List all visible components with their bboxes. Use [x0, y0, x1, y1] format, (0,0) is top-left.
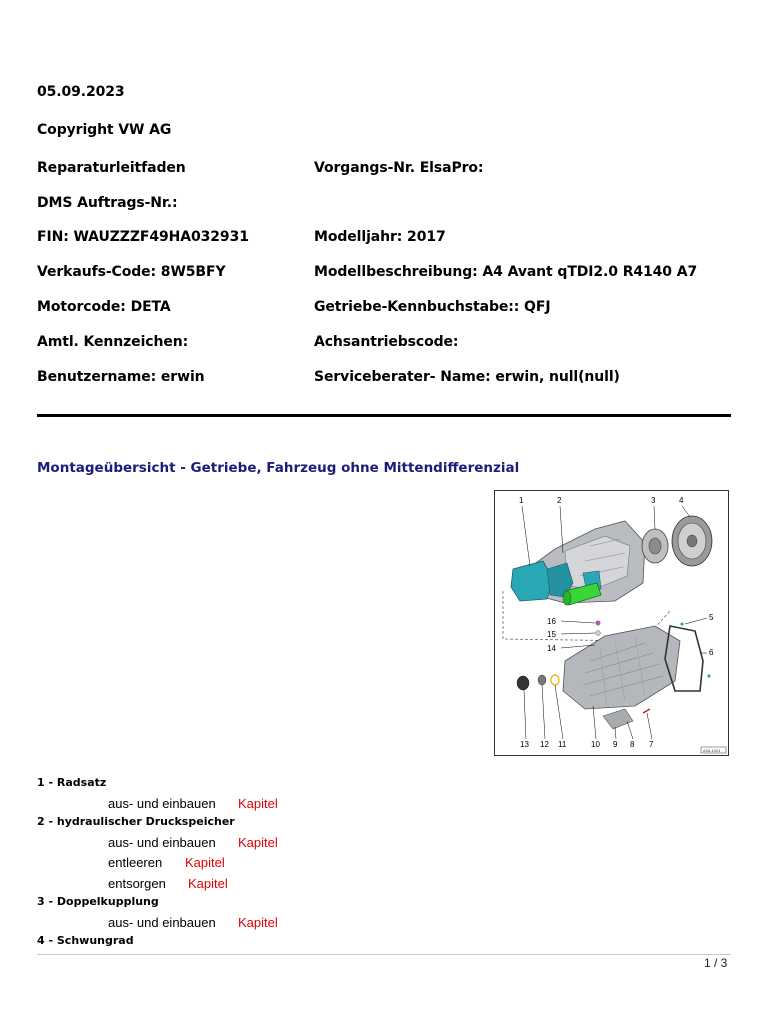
item-1-title: 1 - Radsatz	[37, 776, 107, 789]
callout-8: 8	[630, 740, 635, 749]
header-model-year: Modelljahr: 2017	[314, 229, 446, 245]
callout-14: 14	[547, 644, 556, 653]
callout-5: 5	[709, 613, 714, 622]
figure-reference: A34-1024	[703, 748, 721, 753]
item-2-sub-3-text: entsorgen	[108, 876, 166, 891]
callout-3: 3	[651, 496, 656, 505]
header-license-plate: Amtl. Kennzeichen:	[37, 334, 189, 350]
item-2-sub-1-link[interactable]: Kapitel	[238, 835, 278, 850]
callout-2: 2	[557, 496, 562, 505]
header-service-advisor: Serviceberater- Name: erwin, null(null)	[314, 369, 620, 385]
item-1-sub-1-text: aus- und einbauen	[108, 796, 216, 811]
item-4-title: 4 - Schwungrad	[37, 934, 134, 947]
header-sales-code: Verkaufs-Code: 8W5BFY	[37, 264, 226, 280]
item-3-sub-1-text: aus- und einbauen	[108, 915, 216, 930]
gearbox-exploded-illustration	[495, 491, 728, 755]
item-3-sub-1-link[interactable]: Kapitel	[238, 915, 278, 930]
item-2-sub-2-text: entleeren	[108, 855, 163, 870]
page-number: 1 / 3	[704, 956, 728, 970]
callout-9: 9	[613, 740, 618, 749]
callout-4: 4	[679, 496, 684, 505]
callout-15: 15	[547, 630, 556, 639]
item-1-sub-1-link[interactable]: Kapitel	[238, 796, 278, 811]
item-2-sub-2-link[interactable]: Kapitel	[185, 855, 225, 870]
header-gearbox-code: Getriebe-Kennbuchstabe:: QFJ	[314, 299, 551, 315]
header-model-description: Modellbeschreibung: A4 Avant qTDI2.0 R4140 A7	[314, 264, 698, 280]
item-2-title: 2 - hydraulischer Druckspeicher	[37, 815, 235, 828]
callout-1: 1	[519, 496, 524, 505]
item-2-sub-3-link[interactable]: Kapitel	[188, 876, 228, 891]
callout-16: 16	[547, 617, 556, 626]
item-2-sub-1-text: aus- und einbauen	[108, 835, 216, 850]
document-date: 05.09.2023	[37, 84, 125, 100]
header-label-order-no: Vorgangs-Nr. ElsaPro:	[314, 160, 484, 176]
callout-13: 13	[520, 740, 529, 749]
header-axle-code: Achsantriebscode:	[314, 334, 459, 350]
header-vin: FIN: WAUZZZF49HA032931	[37, 229, 249, 245]
callout-12: 12	[540, 740, 549, 749]
callout-11: 11	[558, 740, 567, 749]
copyright-line: Copyright VW AG	[37, 122, 172, 138]
header-label-dms-order: DMS Auftrags-Nr.:	[37, 195, 178, 211]
header-divider	[37, 414, 731, 417]
footer-divider	[37, 954, 731, 955]
exploded-view-figure	[494, 490, 729, 756]
header-engine-code: Motorcode: DETA	[37, 299, 171, 315]
callout-10: 10	[591, 740, 600, 749]
callout-6: 6	[709, 648, 714, 657]
section-title: Montageübersicht - Getriebe, Fahrzeug ohne Mittendifferenzial	[37, 460, 520, 476]
item-3-title: 3 - Doppelkupplung	[37, 895, 159, 908]
header-label-manual: Reparaturleitfaden	[37, 160, 186, 176]
callout-7: 7	[649, 740, 654, 749]
header-username: Benutzername: erwin	[37, 369, 205, 385]
